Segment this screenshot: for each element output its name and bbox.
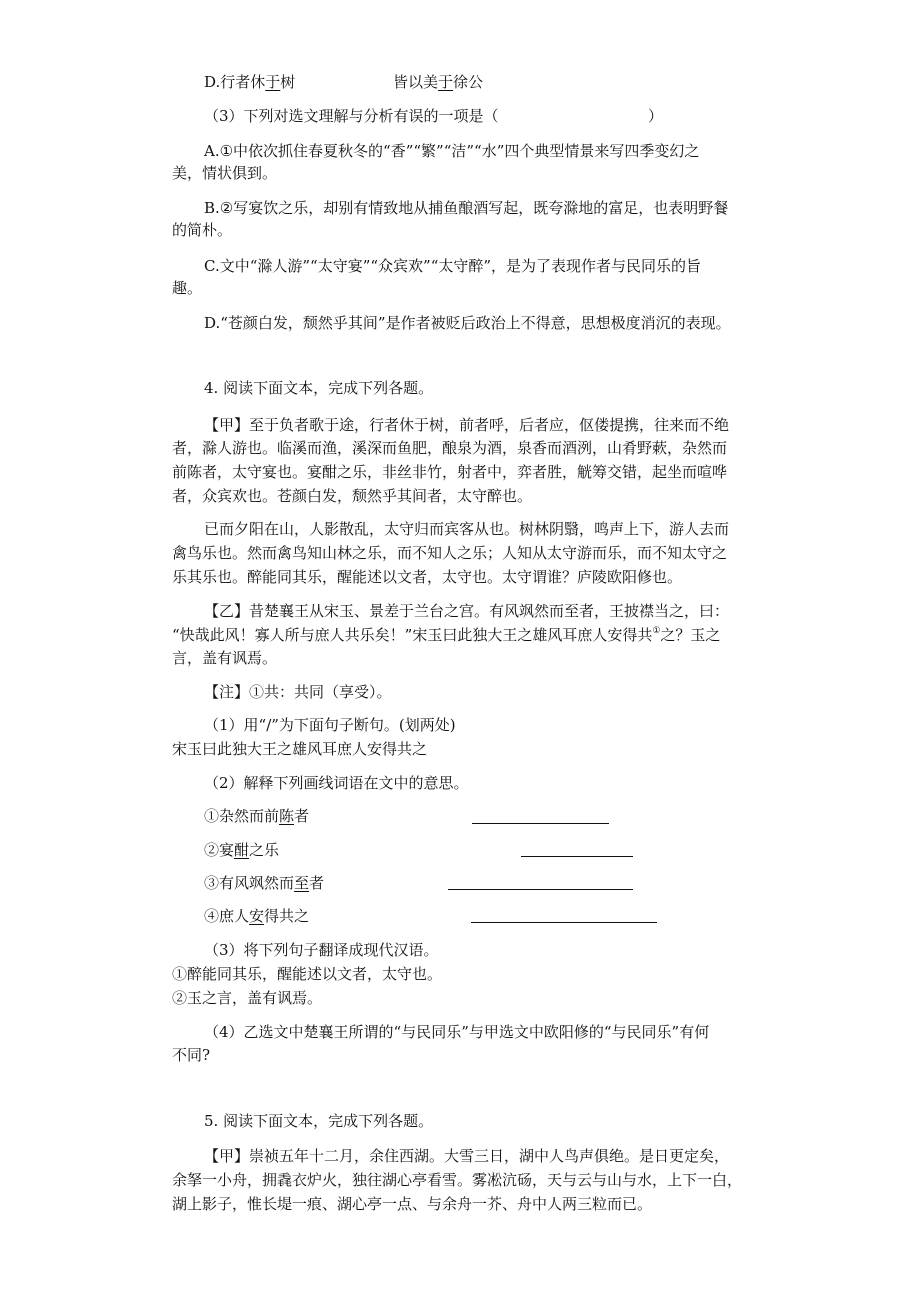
option-a-line-2: 美，情状俱到。 — [172, 164, 278, 182]
sub-question-1: （1）用“/”为下面句子断句。(划两处) — [204, 716, 456, 734]
sub-question-2: （2）解释下列画线词语在文中的意思。 — [204, 774, 469, 792]
term-3-pre: ③有风飒然而 — [204, 874, 295, 892]
term-item-1 — [204, 806, 309, 826]
option-b-line-2: 的简朴。 — [172, 221, 233, 239]
term-4-post: 得共之 — [264, 907, 310, 925]
option-d-row — [204, 72, 295, 92]
option-d-text-b-end: 徐公 — [453, 73, 484, 91]
term-item-4 — [204, 906, 309, 926]
question-4-heading: 4. 阅读下面文本，完成下列各题。 — [204, 379, 434, 397]
term-2-pre: ②宴 — [204, 841, 235, 859]
jia-p2-line-3: 乐其乐也。醉能同其乐，醒能述以文者，太守也。太守谓谁？庐陵欧阳修也。 — [172, 568, 683, 586]
term-item-3 — [204, 873, 324, 893]
q5-line-1: 【甲】崇祯五年十二月，余住西湖。大雪三日，湖中人鸟声俱绝。是日更定矣， — [204, 1147, 730, 1165]
question-3 — [204, 106, 499, 126]
question-3-close-paren: ） — [648, 107, 664, 125]
footnote-marker: ① — [652, 626, 661, 636]
yi-line-3: 言，盖有讽焉。 — [172, 649, 278, 667]
term-4-underlined: 安 — [249, 907, 265, 925]
yi-line-2-text: “快哉此风！寡人所与庶人共乐矣！”宋玉曰此独大王之雄风耳庶人安得共 — [172, 626, 653, 644]
answer-blank-1[interactable] — [472, 823, 609, 824]
term-4-pre: ④庶人 — [204, 907, 250, 925]
q5-line-2: 余拏一小舟，拥毳衣炉火，独往湖心亭看雪。雾凇沆砀，天与云与山与水，上下一白， — [172, 1171, 743, 1189]
option-d-row-b — [393, 72, 483, 92]
option-a-line-1: A.①中依次抓住春夏秋冬的“香”“繁”“洁”“水”四个典型情景来写四季变幻之 — [204, 142, 700, 160]
jia-p1-line-3: 前陈者，太守宴也。宴酣之乐，非丝非竹，射者中，弈者胜，觥筹交错，起坐而喧哗 — [172, 463, 728, 481]
sub-question-3-item-1: ①醉能同其乐，醒能述以文者，太守也。 — [172, 965, 443, 983]
term-3-underlined: 至 — [294, 874, 310, 892]
yi-line-2 — [172, 625, 720, 645]
question-5-heading: 5. 阅读下面文本，完成下列各题。 — [204, 1112, 434, 1130]
sub-question-4-line-1: （4）乙选文中楚襄王所谓的“与民同乐”与甲选文中欧阳修的“与民同乐”有何 — [204, 1023, 710, 1041]
option-d-text-a: D.行者休 — [204, 73, 266, 91]
option-b-line-1: B.②写宴饮之乐，却别有情致地从捕鱼酿酒写起，既夸滁地的富足，也表明野餐 — [204, 199, 729, 217]
sub-question-1-text: 宋玉曰此独大王之雄风耳庶人安得共之 — [172, 740, 428, 758]
jia-p1-line-4: 者，众宾欢也。苍颜白发，颓然乎其间者，太守醉也。 — [172, 487, 533, 505]
sub-question-4-line-2: 不同? — [172, 1046, 211, 1064]
yi-line-1: 【乙】昔楚襄王从宋玉、景差于兰台之宫。有风飒然而至者，王披襟当之，曰： — [204, 602, 730, 620]
option-d-text-a-end: 树 — [280, 73, 296, 91]
option-c-line-2: 趣。 — [172, 279, 203, 297]
option-d-text-b: 皆以美 — [393, 73, 439, 91]
annotation-note: 【注】①共：共同（享受）。 — [204, 683, 392, 701]
option-d-underlined-a: 于 — [265, 73, 281, 91]
term-1-underlined: 陈 — [279, 807, 295, 825]
term-1-post: 者 — [294, 807, 310, 825]
term-3-post: 者 — [309, 874, 325, 892]
jia-p1-line-2: 者，滁人游也。临溪而渔，溪深而鱼肥，酿泉为酒，泉香而酒洌，山肴野蔌，杂然而 — [172, 439, 728, 457]
question-3-text: （3）下列对选文理解与分析有误的一项是（ — [204, 107, 499, 125]
yi-line-2-end: 之？玉之 — [660, 626, 721, 644]
answer-blank-3[interactable] — [448, 889, 633, 890]
jia-p1-line-1: 【甲】至于负者歌于途，行者休于树，前者呼，后者应，伛偻提携，往来而不绝 — [204, 416, 730, 434]
answer-blank-2[interactable] — [521, 856, 633, 857]
term-2-underlined: 酣 — [234, 841, 250, 859]
option-c-line-1: C.文中“滁人游”“太守宴”“众宾欢”“太守醉”，是为了表现作者与民同乐的旨 — [204, 257, 702, 275]
sub-question-3: （3）将下列句子翻译成现代汉语。 — [204, 941, 439, 959]
term-1-pre: ①杂然而前 — [204, 807, 280, 825]
jia-p2-line-1: 已而夕阳在山，人影散乱，太守归而宾客从也。树林阴翳，鸣声上下，游人去而 — [204, 520, 730, 538]
jia-p2-line-2: 禽鸟乐也。然而禽鸟知山林之乐，而不知人之乐；人知从太守游而乐，而不知太守之 — [172, 544, 728, 562]
q5-line-3: 湖上影子，惟长堤一痕、湖心亭一点、与余舟一芥、舟中人两三粒而已。 — [172, 1195, 653, 1213]
option-d-underlined-b: 于 — [438, 73, 454, 91]
term-item-2 — [204, 840, 279, 860]
option-d-line: D.“苍颜白发，颓然乎其间”是作者被贬后政治上不得意，思想极度消沉的表现。 — [204, 314, 731, 332]
term-2-post: 之乐 — [249, 841, 280, 859]
sub-question-3-item-2: ②玉之言，盖有讽焉。 — [172, 989, 323, 1007]
answer-blank-4[interactable] — [471, 922, 657, 923]
